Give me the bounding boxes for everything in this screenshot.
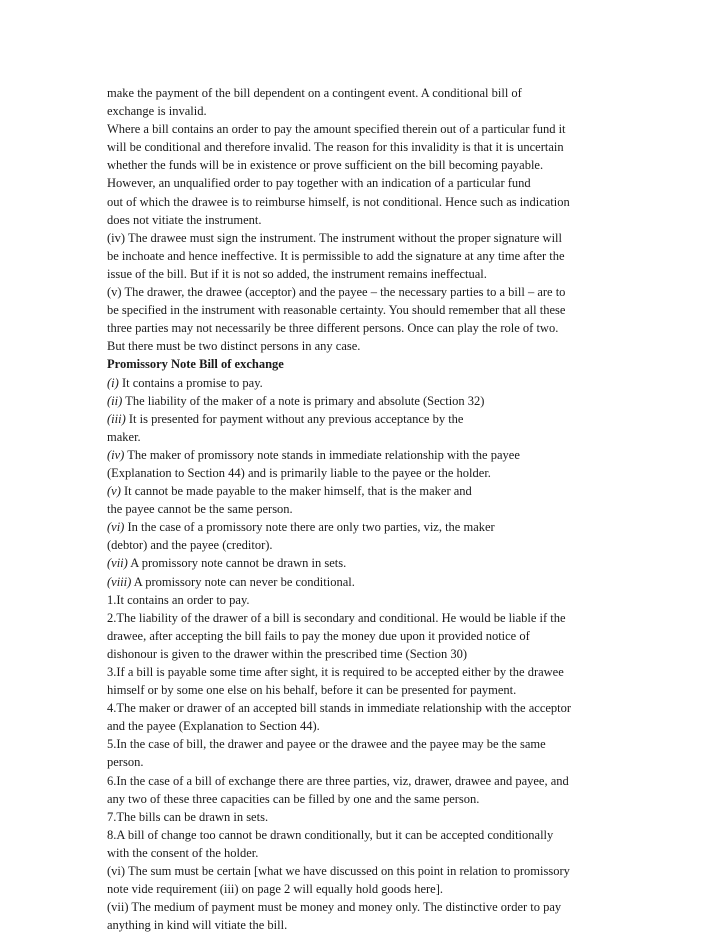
- text-line: 5.In the case of bill, the drawer and payee or the drawee and the payee may be the same: [107, 737, 546, 752]
- text-line: (vii) The medium of payment must be money and money only. The distinctive order to pay: [107, 900, 562, 915]
- list-marker: (iv): [107, 447, 125, 462]
- list-marker: (iii): [107, 411, 126, 426]
- text-line: 8.A bill of change too cannot be drawn conditionally, but it can be accepted conditionally: [107, 827, 554, 842]
- text-line: person.: [107, 755, 144, 770]
- list-marker: (viii): [107, 574, 132, 589]
- text-line: drawee, after accepting the bill fails to pay the money due upon it provided notice of: [107, 628, 530, 643]
- list-item: [107, 392, 629, 410]
- list-item: [107, 482, 629, 500]
- list-marker: (i): [107, 375, 119, 390]
- text-line: be inchoate and hence ineffective. It is permissible to add the signature at any time after the: [107, 248, 565, 263]
- document-page: [107, 84, 629, 934]
- list-text: It contains a promise to pay.: [118, 375, 263, 390]
- text-line: make the payment of the bill dependent on a contingent event. A conditional bill of: [107, 86, 522, 100]
- list-item: [107, 554, 629, 572]
- list-text: The maker of promissory note stands in immediate relationship with the payee: [124, 447, 520, 462]
- list-text: The liability of the maker of a note is primary and absolute (Section 32): [122, 393, 485, 408]
- text-line: 1.It contains an order to pay.: [107, 592, 250, 607]
- text-line: (iv) The drawee must sign the instrument. The instrument without the proper signature will: [107, 230, 563, 245]
- text-line: 2.The liability of the drawer of a bill is secondary and conditional. He would be liable if the: [107, 610, 566, 625]
- list-text: A promissory note can never be conditional.: [131, 574, 355, 589]
- text-line: (debtor) and the payee (creditor).: [107, 538, 273, 553]
- text-line: issue of the bill. But if it is not so added, the instrument remains ineffectual.: [107, 266, 487, 281]
- list-marker: (vi): [107, 520, 125, 535]
- text-line: maker.: [107, 429, 141, 444]
- text-line: himself or by some one else on his behalf, before it can be presented for payment.: [107, 683, 517, 698]
- text-line: dishonour is given to the drawer within the prescribed time (Section 30): [107, 646, 467, 661]
- text-line: does not vitiate the instrument.: [107, 212, 262, 227]
- text-line: be specified in the instrument with reasonable certainty. You should remember that all these: [107, 303, 566, 318]
- text-line: will be conditional and therefore invalid. The reason for this invalidity is that it is uncertain: [107, 140, 564, 155]
- list-item: [107, 410, 629, 428]
- text-line: the payee cannot be the same person.: [107, 502, 293, 517]
- text-line: 4.The maker or drawer of an accepted bill stands in immediate relationship with the acceptor: [107, 701, 572, 716]
- list-text: In the case of a promissory note there are only two parties, viz, the maker: [124, 520, 495, 535]
- text-line: anything in kind will vitiate the bill.: [107, 918, 288, 933]
- text-line: exchange is invalid.: [107, 104, 207, 119]
- text-line: out of which the drawee is to reimburse himself, is not conditional. Hence such as indication: [107, 194, 570, 209]
- text-line: and the payee (Explanation to Section 44).: [107, 719, 320, 734]
- text-line: (vi) The sum must be certain [what we have discussed on this point in relation to promissory: [107, 864, 570, 879]
- list-text: A promissory note cannot be drawn in sets.: [127, 556, 347, 571]
- text-line: Where a bill contains an order to pay the amount specified therein out of a particular fund it: [107, 122, 566, 137]
- text-line: However, an unqualified order to pay together with an indication of a particular fund: [107, 176, 531, 191]
- text-line: three parties may not necessarily be three different persons. Once can play the role of two.: [107, 321, 559, 336]
- list-text: It cannot be made payable to the maker himself, that is the maker and: [120, 484, 472, 499]
- list-item: [107, 573, 629, 591]
- text-line: 3.If a bill is payable some time after sight, it is required to be accepted either by the drawee: [107, 665, 564, 679]
- text-line: whether the funds will be in existence or prove sufficient on the bill becoming payable.: [107, 158, 544, 173]
- text-line: (v) The drawer, the drawee (acceptor) and the payee – the necessary parties to a bill – are to: [107, 285, 566, 300]
- text-line: But there must be two distinct persons in any case.: [107, 339, 361, 354]
- list-item: [107, 374, 629, 392]
- list-item: [107, 446, 629, 464]
- text-line: any two of these three capacities can be filled by one and the same person.: [107, 791, 480, 806]
- list-marker: (vii): [107, 556, 128, 571]
- list-marker: (ii): [107, 393, 123, 408]
- text-line: note vide requirement (iii) on page 2 will equally hold goods here].: [107, 882, 444, 897]
- text-line: 6.In the case of a bill of exchange there are three parties, viz, drawer, drawee and payee, and: [107, 773, 569, 788]
- list-item: [107, 518, 629, 536]
- section-heading: Promissory Note Bill of exchange: [107, 357, 284, 372]
- text-line: 7.The bills can be drawn in sets.: [107, 809, 269, 824]
- text-line: with the consent of the holder.: [107, 845, 259, 860]
- list-marker: (v): [107, 484, 121, 499]
- list-text: It is presented for payment without any previous acceptance by the: [125, 411, 464, 426]
- text-line: (Explanation to Section 44) and is primarily liable to the payee or the holder.: [107, 465, 491, 480]
